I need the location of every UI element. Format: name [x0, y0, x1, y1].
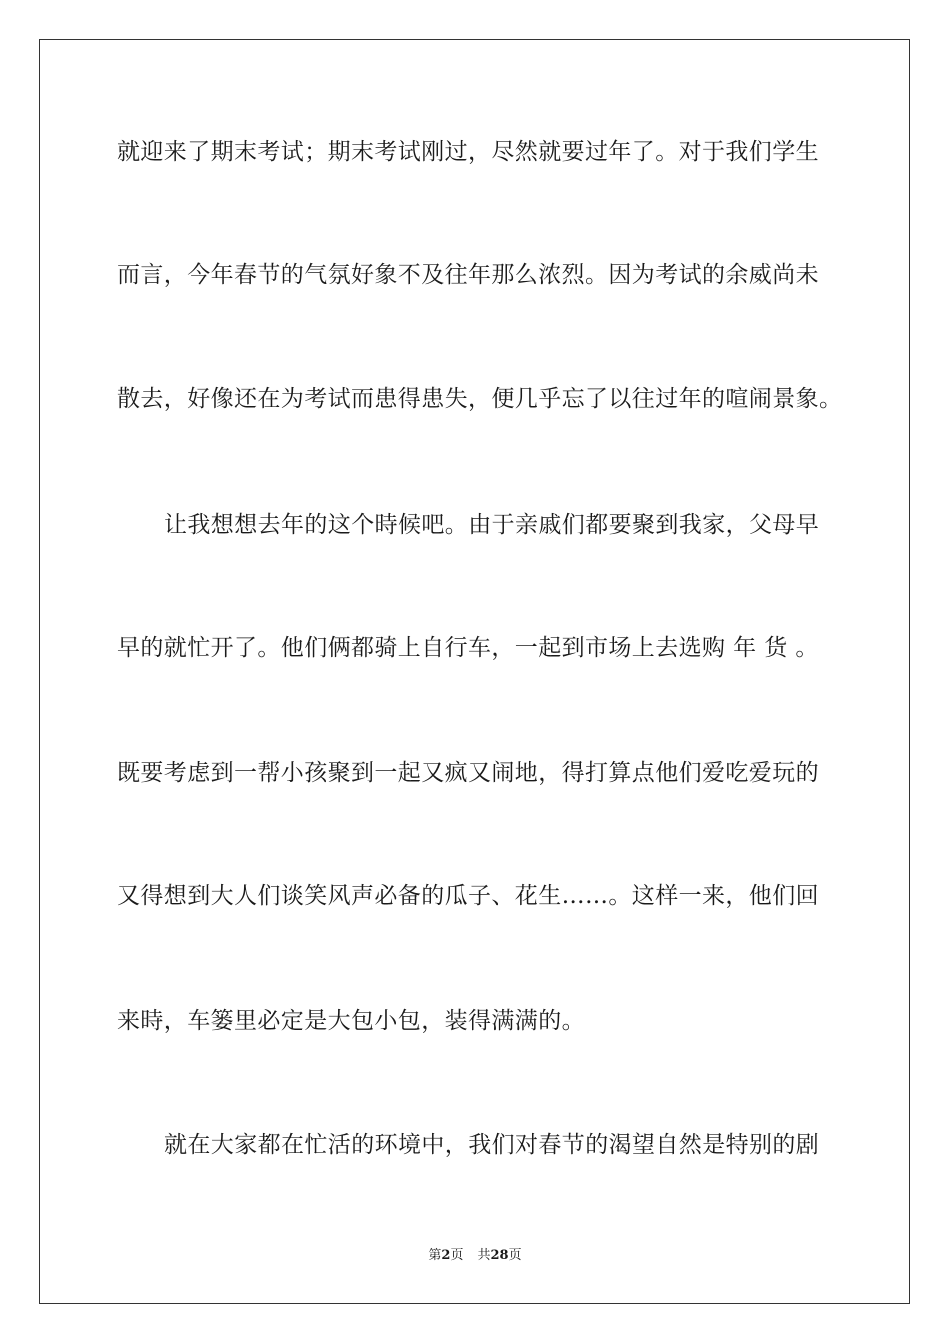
- text-line-3: 散去，好像还在为考试而患得患失，便几乎忘了以往过年的喧闹景象。: [117, 386, 843, 412]
- document-page: [39, 39, 910, 1304]
- paragraph-start-line-2: 就在大家都在忙活的环境中，我们对春节的渴望自然是特别的剧: [164, 1132, 820, 1158]
- page-footer: [0, 1247, 950, 1265]
- footer-total-suffix: 页: [508, 1248, 522, 1263]
- text-line-2: 而言，今年春节的气氛好象不及往年那么浓烈。因为考试的余威尚未: [117, 262, 819, 288]
- paragraph-start-line: 让我想想去年的这个時候吧。由于亲戚们都要聚到我家，父母早: [164, 512, 820, 538]
- text-line-5: 早的就忙开了。他们俩都骑上自行车，一起到市场上去选购 年 货 。: [117, 635, 819, 661]
- text-line-7: 又得想到大人们谈笑风声必备的瓜子、花生……。这样一来，他们回: [117, 883, 819, 909]
- footer-page-prefix: 第: [428, 1248, 442, 1263]
- footer-total-number: 28: [490, 1248, 509, 1263]
- footer-total-prefix: 共: [477, 1248, 491, 1263]
- footer-page-suffix: 页: [450, 1248, 464, 1263]
- footer-page-number: 2: [441, 1248, 451, 1263]
- text-line-1: 就迎来了期末考试；期末考试刚过，尽然就要过年了。对于我们学生: [117, 139, 819, 165]
- text-line-6: 既要考虑到一帮小孩聚到一起又疯又闹地，得打算点他们爱吃爱玩的: [117, 760, 819, 786]
- text-line-8: 来時，车篓里必定是大包小包，装得满满的。: [117, 1008, 585, 1034]
